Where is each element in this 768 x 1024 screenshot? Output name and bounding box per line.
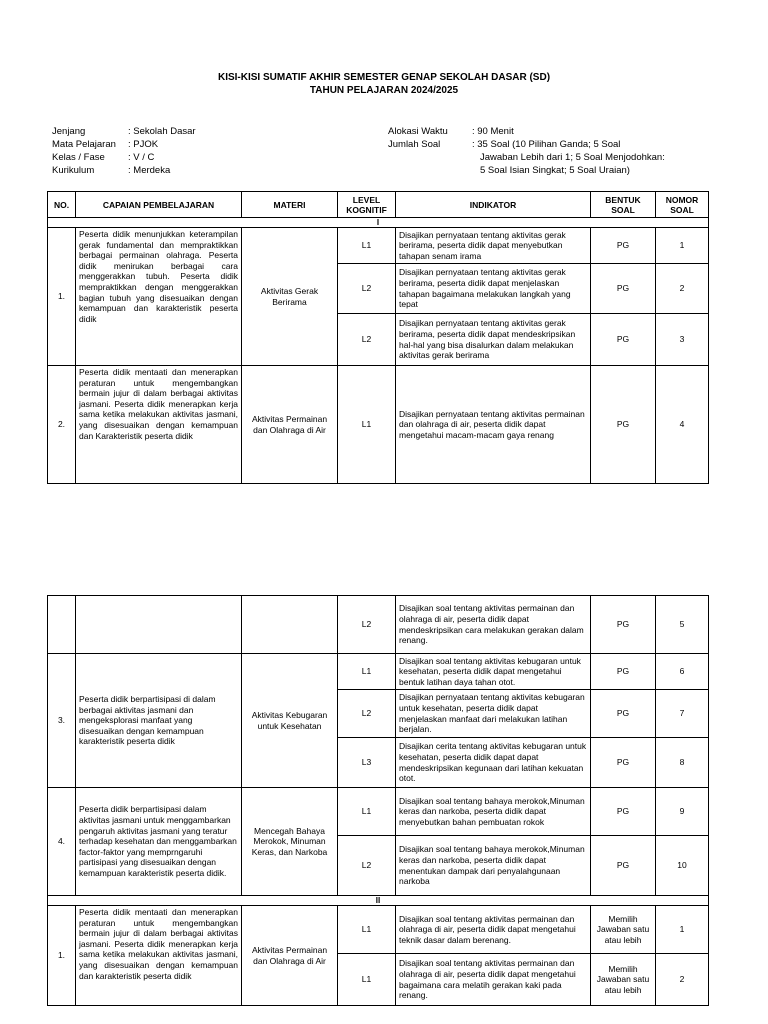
nomor-cell: 7 <box>656 690 709 738</box>
table-row <box>48 906 709 954</box>
meta-value: : Merdeka <box>128 165 171 176</box>
indikator-cell: Disajikan soal tentang bahaya merokok,Minuman keras dan narkoba, peserta didik dapat menyebutkan bahan pembuatan rokok <box>396 788 591 836</box>
indikator-cell: Disajikan soal tentang aktivitas permainan dan olahraga di air, peserta didik dapat mendeskripsikan cara melakukan gerakan dalam renang. <box>396 596 591 654</box>
capaian-cell: Peserta didik berpartisipasi di dalam berbagai aktivitas jasmani dan mengeksplorasi manfaat yang disesuaikan dengan kemampuan karakteristik peserta didik <box>76 654 242 788</box>
nomor-cell: 8 <box>656 738 709 788</box>
nomor-cell: 2 <box>656 954 709 1006</box>
level-cell: L2 <box>338 690 396 738</box>
indikator-cell: Disajikan cerita tentang aktivitas kebugaran untuk kesehatan, peserta didik dapat dapat mendeskripsikan kegunaan dari latihan kekuatan otot. <box>396 738 591 788</box>
indikator-cell: Disajikan pernyataan tentang aktivitas permainan dan olahraga di air, peserta didik dapat mengetahui macam-macam gaya renang <box>396 366 591 484</box>
nomor-cell: 10 <box>656 836 709 896</box>
indikator-cell: Disajikan soal tentang aktivitas permainan dan olahraga di air, peserta didik dapat mengetahui teknik dasar dalam berenang. <box>396 906 591 954</box>
indikator-cell: Disajikan pernyataan tentang aktivitas gerak berirama, peserta didik dapat menjelaskan tahapan bagaimana melakukan langkah yang tepat <box>396 264 591 314</box>
capaian-cell: Peserta didik mentaati dan menerapkan peraturan untuk mengembangkan bermain jujur di dalam berbagai aktivitas jasmani. Peserta didik menerapkan kerja sama ketika melakukan aktivitas jasmani, yang disesuaikan dengan kemampuan dan karakteristik peserta didik <box>76 906 242 1006</box>
table-row <box>48 654 709 690</box>
meta-value: : Sekolah Dasar <box>128 126 196 137</box>
meta-key: Mata Pelajaran <box>52 139 116 150</box>
header-level: LEVEL KOGNITIF <box>338 192 396 218</box>
meta-key: Kelas / Fase <box>52 152 105 163</box>
bentuk-cell: PG <box>591 788 656 836</box>
header-materi: MATERI <box>242 192 338 218</box>
bentuk-cell: PG <box>591 596 656 654</box>
nomor-cell: 9 <box>656 788 709 836</box>
header-row <box>48 192 709 218</box>
row-number: 4. <box>48 788 76 896</box>
bentuk-cell: PG <box>591 654 656 690</box>
level-cell: L2 <box>338 264 396 314</box>
indikator-cell: Disajikan soal tentang bahaya merokok,Minuman keras dan narkoba, peserta didik dapat menentukan dampak dari penyalahgunaan narkoba <box>396 836 591 896</box>
nomor-cell: 2 <box>656 264 709 314</box>
row-number: 2. <box>48 366 76 484</box>
table-row <box>48 228 709 264</box>
meta-value: : 90 Menit <box>472 126 514 137</box>
bentuk-cell: Memilih Jawaban satu atau lebih <box>591 906 656 954</box>
kisi-kisi-table-page-1 <box>47 191 709 484</box>
capaian-cell: Peserta didik berpartisipasi dalam aktivitas jasmani untuk menggambarkan pengaruh aktivitas jasmani yang teratur terhadap kesehatan dan menggambarkan factor-faktor yang memprngaruhi partisipasi yang disesuaikan dengan kemampuan karakteristik peserta didik. <box>76 788 242 896</box>
table-row <box>48 596 709 654</box>
kisi-kisi-table-page-2 <box>47 595 709 1006</box>
header-indikator: INDIKATOR <box>396 192 591 218</box>
level-cell: L1 <box>338 954 396 1006</box>
materi-cell: Mencegah Bahaya Merokok, Minuman Keras, dan Narkoba <box>242 788 338 896</box>
capaian-cell: Peserta didik mentaati dan menerapkan peraturan untuk mengembangkan bermain jujur di dalam berbagai aktivitas jasmani. Peserta didik menerapkan kerja sama ketika melakukan aktivitas jasmani, yang disesuaikan dengan kemampuan dan Karakteristik peserta didik <box>76 366 242 484</box>
meta-left <box>52 125 196 177</box>
meta-value: : V / C <box>128 152 155 163</box>
bentuk-cell: PG <box>591 690 656 738</box>
meta-value: 5 Soal Isian Singkat; 5 Soal Uraian) <box>480 165 630 176</box>
nomor-cell: 5 <box>656 596 709 654</box>
header-capaian: CAPAIAN PEMBELAJARAN <box>76 192 242 218</box>
materi-cell: Aktivitas Permainan dan Olahraga di Air <box>242 366 338 484</box>
meta-key: Jumlah Soal <box>388 139 441 150</box>
indikator-cell: Disajikan pernyataan tentang aktivitas kebugaran untuk kesehatan, peserta didik dapat menjelaskan manfaat dari melakukan latihan berjalan. <box>396 690 591 738</box>
section-label: I <box>48 218 709 228</box>
level-cell: L2 <box>338 836 396 896</box>
bentuk-cell: PG <box>591 314 656 366</box>
bentuk-cell: PG <box>591 264 656 314</box>
row-number: 1. <box>48 228 76 366</box>
bentuk-cell: Memilih Jawaban satu atau lebih <box>591 954 656 1006</box>
document-title: KISI-KISI SUMATIF AKHIR SEMESTER GENAP SEKOLAH DASAR (SD) <box>217 72 551 83</box>
nomor-cell: 6 <box>656 654 709 690</box>
level-cell: L1 <box>338 366 396 484</box>
meta-key: Alokasi Waktu <box>388 126 448 137</box>
indikator-cell: Disajikan soal tentang aktivitas kebugaran untuk kesehatan, peserta didik dapat mengetahui bentuk latihan daya tahan otot. <box>396 654 591 690</box>
meta-value: Jawaban Lebih dari 1; 5 Soal Menjodohkan: <box>480 152 665 163</box>
nomor-cell: 1 <box>656 906 709 954</box>
bentuk-cell: PG <box>591 738 656 788</box>
indikator-cell: Disajikan pernyataan tentang aktivitas gerak berirama, peserta didik dapat mendeskripsikan hal-hal yang bisa disalurkan dalam melakukan aktivitas gerak berirama <box>396 314 591 366</box>
meta-right <box>388 125 665 177</box>
page-2-clip <box>0 595 768 1024</box>
materi-cell: Aktivitas Permainan dan Olahraga di Air <box>242 906 338 1006</box>
nomor-cell: 4 <box>656 366 709 484</box>
indikator-cell: Disajikan pernyataan tentang aktivitas gerak berirama, peserta didik dapat menyebutkan tahapan senam irama <box>396 228 591 264</box>
level-cell: L2 <box>338 596 396 654</box>
level-cell: L1 <box>338 788 396 836</box>
bentuk-cell: PG <box>591 228 656 264</box>
capaian-cell: Peserta didik menunjukkan keterampilan gerak fundamental dan mempraktikkan berbagai permainan olahraga. Peserta didik menirukan berbagai cara menggerakkan tubuh. Peserta didik mempraktikkan dengan menggerakkan bagian tubuh yang disesuaikan dengan kemampuan dan karakteristik peserta didik <box>76 228 242 366</box>
level-cell: L3 <box>338 738 396 788</box>
header-bentuk: BENTUK SOAL <box>591 192 656 218</box>
table-row <box>48 788 709 836</box>
bentuk-cell: PG <box>591 366 656 484</box>
meta-value: : 35 Soal (10 Pilihan Ganda; 5 Soal <box>472 139 621 150</box>
level-cell: L2 <box>338 314 396 366</box>
materi-cell: Aktivitas Gerak Berirama <box>242 228 338 366</box>
meta-value: : PJOK <box>128 139 159 150</box>
nomor-cell: 3 <box>656 314 709 366</box>
row-number: 3. <box>48 654 76 788</box>
document-subtitle: TAHUN PELAJARAN 2024/2025 <box>309 85 459 96</box>
header-nomor: NOMOR SOAL <box>656 192 709 218</box>
table-row <box>48 366 709 484</box>
materi-cell: Aktivitas Kebugaran untuk Kesehatan <box>242 654 338 788</box>
meta-key: Kurikulum <box>52 165 95 176</box>
nomor-cell: 1 <box>656 228 709 264</box>
section-label: II <box>48 896 709 906</box>
level-cell: L1 <box>338 228 396 264</box>
bentuk-cell: PG <box>591 836 656 896</box>
meta-key: Jenjang <box>52 126 86 137</box>
level-cell: L1 <box>338 906 396 954</box>
header-no: NO. <box>48 192 76 218</box>
level-cell: L1 <box>338 654 396 690</box>
row-number: 1. <box>48 906 76 1006</box>
indikator-cell: Disajikan soal tentang aktivitas permainan dan olahraga di air, peserta didik dapat mengetahui bagaimana cara melatih gerakan kaki pada renang. <box>396 954 591 1006</box>
